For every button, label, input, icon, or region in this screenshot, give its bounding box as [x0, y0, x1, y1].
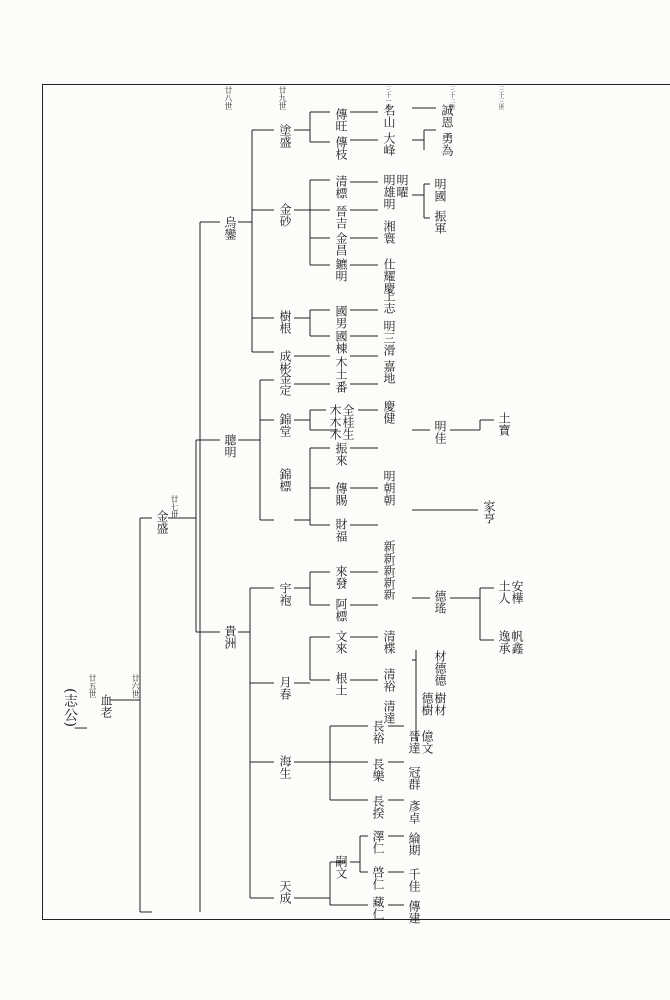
gen31-shi-yao: 仕耀慶 [382, 258, 396, 294]
gen30-chuan-ci: 傳賜 [334, 482, 348, 506]
gen31-jia-di: 嘉地 [382, 360, 396, 384]
gen30-quan-gui: 全桂生 [341, 404, 355, 440]
node-jin-ding: 金定 [278, 372, 292, 396]
gen30-chuan-zhi: 傳枝 [334, 136, 348, 160]
gen30-jin-chang: 金昌 [334, 232, 348, 256]
generation-label-27: 廿七世 [170, 495, 179, 519]
gen31-ming-chao: 明朝朝 [382, 470, 396, 506]
gen30-lin-biao: 鑣明 [334, 258, 348, 282]
gen33-fan-xin: 帆鑫 [510, 630, 524, 654]
gen30-fan: 番 [334, 381, 348, 393]
gen30-gen-tu: 根土 [334, 672, 348, 696]
gen32-cheng-en: 誠恩 [440, 104, 454, 128]
gen30-qi-ren: 啓仁 [371, 866, 385, 890]
node-gui-zhou: 貴洲 [223, 625, 237, 649]
gen30-guo-dong: 國棟 [334, 330, 348, 354]
gen33-an-hua: 安樺 [510, 580, 524, 604]
gen30-ze-ren: 澤仁 [371, 830, 385, 854]
gen30-cang-ren: 藏仁 [371, 896, 385, 920]
gen31-qian-jia: 千佳 [407, 868, 421, 892]
gen31-ming-shan: 名山 [382, 104, 396, 128]
gen31-ming-yao: 明曜 [395, 174, 409, 198]
gen32-de-shu: 德樹 [420, 692, 434, 716]
node-tian-cheng: 天成 [278, 880, 292, 904]
gen30-chang-yu: 長裕 [371, 720, 385, 744]
generation-label-29: 廿九世 [278, 86, 287, 110]
root-ancestor: (志公) [62, 688, 78, 727]
gen32-yong-wei: 勇為 [440, 132, 454, 156]
gen31-chuan-jian: 傳建 [407, 900, 421, 924]
node-wu-luan: 烏鑾 [223, 216, 237, 240]
gen33-tu-ren: 土人 [497, 580, 511, 604]
gen32-cai-de: 材德德 [433, 650, 447, 686]
node-jin-biao: 錦標 [278, 468, 292, 492]
gen32-ming-jia: 明佳 [433, 420, 447, 444]
generation-label-31: 三十一世 [384, 86, 391, 110]
gen30-chang-le: 長樂 [371, 758, 385, 782]
gen30-jin-ji: 晉吉 [334, 205, 348, 229]
generation-label-32: 三十二世 [448, 86, 455, 110]
gen32-yi-wen: 億文 [420, 730, 434, 754]
gen31-qing-jian: 慶健 [382, 400, 396, 424]
root-separator: | [75, 726, 89, 731]
gen31-xiang-huan: 湘寰 [382, 220, 396, 244]
node-jin-tang: 錦堂 [278, 413, 292, 437]
gen30-zhen-lai: 振來 [334, 442, 348, 466]
node-jin-sha: 金砂 [278, 203, 292, 227]
gen30-qing-biao: 清標 [334, 175, 348, 199]
node-yue-chun: 月春 [278, 676, 292, 700]
gen30-a-biao: 阿標 [334, 598, 348, 622]
gen31-qing-da: 清達 [382, 700, 396, 724]
gen32-ming-guo: 明國 [433, 178, 447, 202]
gen30-wen-lai: 文來 [334, 630, 348, 654]
gen32-de-yao: 德瑤 [433, 590, 447, 614]
node-si-wen: 嗣文 [334, 855, 348, 879]
gen31-xin-xin: 新新新新新 [382, 540, 396, 600]
gen31-ming-xiong: 明雄明 [382, 174, 396, 210]
root-child: 血老 [99, 694, 113, 718]
node-yu-pao: 宇袍 [278, 582, 292, 606]
gen33-yi-cheng: 逸承 [497, 630, 511, 654]
gen32-shu-cai: 樹材 [433, 692, 447, 716]
gen30-mu-lin: 木木木 [328, 404, 342, 440]
gen31-lun-qi: 綸期 [407, 832, 421, 856]
node-jin-sheng: 金盛 [155, 510, 169, 534]
gen31-shang-zhi: 上志 [382, 290, 396, 314]
generation-label-26: 廿六世 [131, 674, 140, 698]
gen30-cai-fu: 財福 [334, 518, 348, 542]
node-shu-gen: 樹根 [278, 310, 292, 334]
gen30-chang-kui: 長揆 [371, 795, 385, 819]
gen30-lai-fa: 來發 [334, 565, 348, 589]
node-hai-sheng: 海生 [278, 755, 292, 779]
gen31-qing-ye: 清楪 [382, 630, 396, 654]
gen30-mu-tu: 木土 [334, 356, 348, 380]
node-tu-sheng: 塗盛 [278, 124, 292, 148]
gen31-jin-da: 晉達 [407, 730, 421, 754]
gen31-guan-qun: 冠群 [407, 766, 421, 790]
gen31-ming-san: 明三滑 [382, 320, 396, 356]
gen31-da-feng: 大峰 [382, 132, 396, 156]
generation-label-33: 三十三世 [497, 86, 504, 110]
gen30-guo-nan: 國男 [334, 305, 348, 329]
gen33-jia-heng: 家亨 [482, 500, 496, 524]
generation-label-25: 廿五世 [88, 674, 97, 698]
gen31-qing-yu: 清裕 [382, 668, 396, 692]
gen33-tu-bao: 土寶 [497, 412, 511, 436]
gen32-zhen-jun: 振軍 [433, 210, 447, 234]
gen30-chuan-wang: 傳旺 [334, 108, 348, 132]
node-cong-ming: 聰明 [223, 434, 237, 458]
gen31-yan-zhuo: 彥卓 [407, 800, 421, 824]
generation-label-28: 廿八世 [224, 86, 233, 110]
node-cheng-bin: 成彬 [278, 350, 292, 374]
